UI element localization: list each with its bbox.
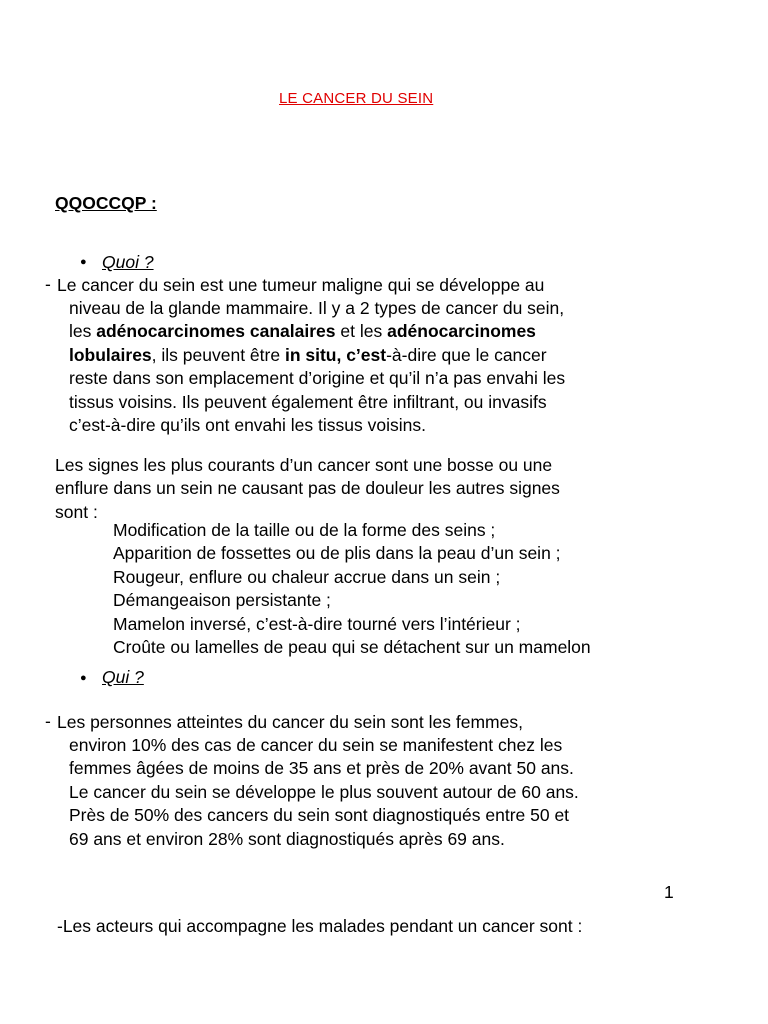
dash-marker: - [45,711,51,731]
text-line: Près de 50% des cancers du sein sont diagnostiqués entre 50 et [69,805,570,826]
page-number: 1 [664,882,674,902]
list-item: Modification de la taille ou de la forme des seins ; [113,520,496,540]
bold-term: lobulaires [69,344,152,365]
text-line: environ 10% des cas de cancer du sein se manifestent chez les [69,735,563,755]
text-span: -à-dire que le cancer [386,344,547,365]
bullet-label-qui: Qui ? [102,667,144,687]
text-line: Les personnes atteintes du cancer du sein sont les femmes, [57,712,523,732]
list-item: Croûte ou lamelles de peau qui se détachent sur un mamelon [113,637,591,658]
list-item: Apparition de fossettes ou de plis dans la peau d’un sein ; [113,543,561,564]
text-line [69,344,565,367]
bullet-icon: ● [80,672,87,684]
text-line [69,320,565,343]
dash-marker: - [45,274,51,294]
document-title: LE CANCER DU SEIN [279,90,434,107]
bullet-icon: ● [80,256,87,268]
paragraph-quoi [57,274,544,297]
text-span: et les [335,321,388,342]
text-line: c’est-à-dire qu’ils ont envahi les tissus voisins. [69,415,426,436]
text-span: les [69,321,97,342]
text-line: 69 ans et environ 28% sont diagnostiqués après 69 ans. [69,828,505,849]
symptoms-list [113,519,591,659]
paragraph-quoi-cont [69,297,565,437]
text-line: reste dans son emplacement d’origine et qu’il n’a pas envahi les [69,368,566,389]
text-line: enflure dans un sein ne causant pas de douleur les autres signes [55,478,560,499]
text-line: femmes âgées de moins de 35 ans et près de 20% avant 50 ans. [69,758,574,779]
bold-term: adénocarcinomes [387,321,536,342]
text-line: Le cancer du sein se développe le plus souvent autour de 60 ans. [69,781,579,802]
bold-term: adénocarcinomes canalaires [96,321,336,342]
list-item: Mamelon inversé, c’est-à-dire tourné vers l’intérieur ; [113,613,521,634]
text-line: sont : [55,501,98,522]
list-item: Rougeur, enflure ou chaleur accrue dans un sein ; [113,566,501,587]
text-line: Le cancer du sein est une tumeur maligne qui se développe au [57,275,545,295]
bold-term: in situ, c’est [284,344,387,365]
text-span: , ils peuvent être [151,344,285,365]
bullet-label-quoi: Quoi ? [102,252,154,272]
text-line: tissus voisins. Ils peuvent également être infiltrant, ou invasifs [69,391,547,412]
paragraph-qui-cont [69,734,579,851]
section-heading: QQOCCQP : [55,193,157,213]
text-line: Les signes les plus courants d’un cancer sont une bosse ou une [55,455,553,475]
text-line: niveau de la glande mammaire. Il y a 2 types de cancer du sein, [69,298,565,318]
signs-intro [55,454,560,524]
paragraph-qui [57,711,523,734]
list-item: Démangeaison persistante ; [113,590,331,611]
footer-line: -Les acteurs qui accompagne les malades pendant un cancer sont : [57,916,583,936]
